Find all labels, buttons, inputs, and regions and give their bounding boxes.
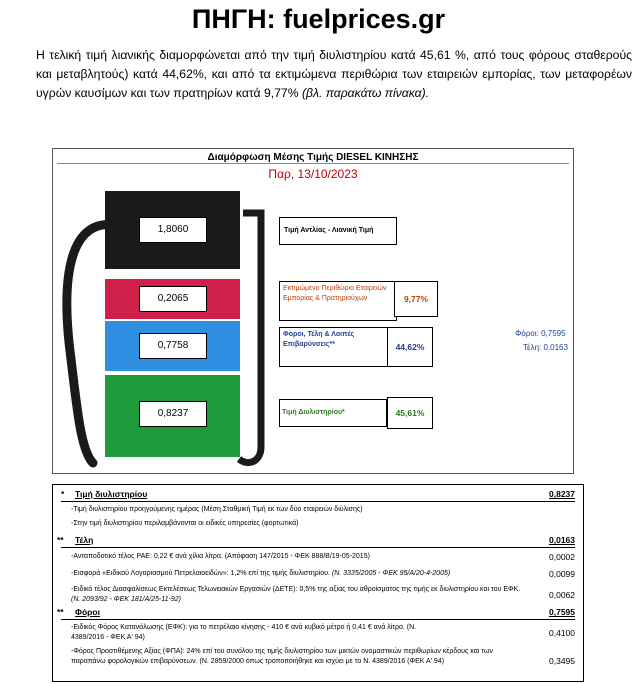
- intro-note: (βλ. παρακάτω πίνακα).: [301, 86, 430, 100]
- divider: [61, 547, 575, 548]
- side-fees-label: Τέλη:: [523, 343, 542, 352]
- side-fees-value: 0,0163: [543, 343, 568, 352]
- divider: [61, 619, 575, 620]
- taxes-section-amount: 0,7595: [549, 607, 575, 617]
- fee-item-text-main: -Εισφορά «Ειδικού Λογαριασμού Πετρελαιοειδών»: 1,2% επί της τιμής διυλιστηρίου.: [71, 570, 332, 577]
- price-breakdown-panel: [52, 148, 574, 474]
- fee-item-text-main: -Ειδικό τέλος Διασφαλίσεως Εκτελέσεως Τελωνειακών Εργασιών (ΔΕΤΕ): 0,5% της αξίας του αθροίσματος της τιμής εκ διυλιστηρίου και του ΕΦΚ.: [71, 586, 521, 593]
- page-title: ΠΗΓΗ: fuelprices.gr: [191, 4, 446, 34]
- retail-price-label: Τιμή Αντλίας - Λιανική Τιμή: [279, 217, 397, 245]
- panel-title: Διαμόρφωση Μέσης Τιμής DIESEL ΚΙΝΗΣΗΣ: [207, 152, 419, 163]
- fee-item-amount: 0,0062: [549, 590, 575, 600]
- side-fees: [523, 343, 568, 352]
- fee-item-ref: (Ν. 3335/2005 - ΦΕΚ 95/Α/20-4-2005): [331, 570, 451, 577]
- fee-item-ref: (Ν. 2093/92 - ΦΕΚ 181/Α/25-11-92): [71, 595, 182, 603]
- tax-item-text: -Ειδικός Φόρος Κατανάλωσης (ΕΦΚ): για το πετρέλαιο κίνησης - 410 € ανά κυβικό μέτρο ή 0,41 € ανά λίτρο. (Ν. 4389/2016 - ΦΕΚ Α' 94): [71, 624, 417, 641]
- refinery-section-amount: 0,8237: [549, 489, 575, 499]
- margin-percent: 9,77%: [394, 281, 438, 317]
- fee-item-text: -Ανταποδοτικό τέλος ΡΑΕ: 0,22 € ανά χίλια λίτρα. (Απόφαση 147/2015 - ΦΕΚ 888/Β/19-05-2015): [71, 553, 370, 560]
- intro-paragraph: [36, 46, 632, 103]
- pump-segment-refinery: [105, 375, 240, 457]
- tax-item-amount: 0,4100: [549, 628, 575, 638]
- fees-section-label: Τέλη: [75, 535, 94, 545]
- panel-date: Παρ, 13/10/2023: [268, 167, 358, 181]
- fee-item-amount: 0,0099: [549, 569, 575, 579]
- pump-segment-taxes: [105, 321, 240, 371]
- divider: [61, 501, 575, 502]
- margin-label: Εκτιμώμενο Περιθώριο Εταιρειών Εμπορίας & Πρατηριούχων: [279, 281, 397, 321]
- fees-section-amount: 0,0163: [549, 535, 575, 545]
- side-taxes-value: 0,7595: [541, 329, 566, 338]
- taxes-section-label: Φόροι: [75, 607, 100, 617]
- details-table: [52, 484, 584, 682]
- pump-segment-retail: [105, 191, 240, 269]
- fee-item-text: [71, 569, 531, 579]
- pump-segment-margin: [105, 279, 240, 319]
- tax-item-text: -Φόρος Προστιθέμενης Αξίας (ΦΠΑ): 24% επί του συνόλου της τιμής διυλιστηρίου των μικτών ονομαστικών περιθωρίων κέρδους και των παραπάνω φορολογικών επιβαρύνσεων. (Ν. 2859/2000 όπως τροποποιήθηκε και ισχύει με το Ν. 4389/2016 (ΦΕΚ Α' 94): [71, 648, 493, 665]
- side-taxes-label: Φόροι:: [515, 329, 539, 338]
- taxes-percent: 44,62%: [387, 327, 433, 367]
- side-taxes: [515, 329, 566, 338]
- refinery-label: Τιμή Διυλιστηρίου*: [279, 399, 387, 427]
- fee-item-text: [71, 585, 531, 604]
- tax-item-amount: 0,3495: [549, 656, 575, 666]
- refinery-note: -Τιμή διυλιστηρίου προηγούμενης ημέρας (Μέση Σταθμική Τιμή εκ των δύο εταιρειών διύλισης): [71, 506, 363, 513]
- fee-item-amount: 0,0002: [549, 552, 575, 562]
- section-mark: **: [57, 535, 64, 545]
- retail-price-value: 1,8060: [139, 217, 207, 243]
- taxes-value: 0,7758: [139, 333, 207, 359]
- section-mark: *: [61, 489, 65, 499]
- refinery-note: -Στην τιμή διυλιστηρίου περιλαμβάνονται οι ειδικές υπηρεσίες (φορτωτικά): [71, 520, 299, 527]
- refinery-value: 0,8237: [139, 401, 207, 427]
- divider: [57, 163, 569, 164]
- intro-text: Η τελική τιμή λιανικής διαμορφώνεται από την τιμή διυλιστηρίου κατά 45,61 %, από τους φόρους σταθερούς και μεταβλητούς) κατά 44,62%, και από τα εκτιμώμενα περιθώρια των εταιρειών εμπορίας, των μεταφορέων υγρών καυσίμων και των πρατηρίων κατά 9,77%: [36, 48, 632, 100]
- section-mark: **: [57, 607, 64, 617]
- taxes-label: Φόροι, Τέλη & Λοιπές Επιβαρύνσεις**: [279, 327, 391, 367]
- refinery-percent: 45,61%: [387, 397, 433, 429]
- refinery-section-label: Τιμή διυλιστηρίου: [75, 489, 148, 499]
- margin-value: 0,2065: [139, 286, 207, 312]
